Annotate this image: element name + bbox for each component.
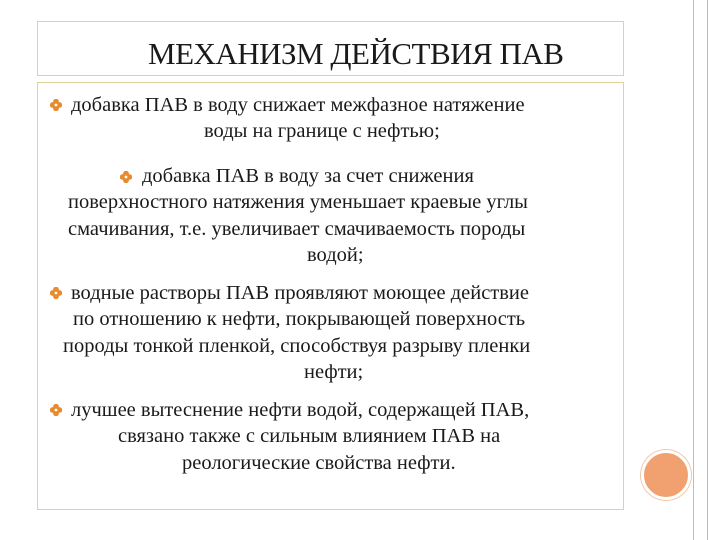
bullet-1-line-2: воды на границе с нефтью; bbox=[204, 120, 440, 142]
bullet-2-line-3: смачивания, т.е. увеличивает смачиваемость породы bbox=[68, 218, 526, 240]
clover-bullet-icon bbox=[120, 171, 132, 183]
bullet-2-line-1: добавка ПАВ в воду за счет снижения bbox=[142, 165, 474, 187]
clover-bullet-icon bbox=[50, 287, 62, 299]
bullet-3-line-4: нефти; bbox=[304, 361, 364, 383]
bullet-2-line-2: поверхностного натяжения уменьшает краевые углы bbox=[68, 191, 528, 213]
page-title: МЕХАНИЗМ ДЕЙСТВИЯ ПАВ bbox=[148, 36, 564, 71]
bullet-3-line-1: водные растворы ПАВ проявляют моющее действие bbox=[71, 282, 530, 304]
clover-bullet-icon bbox=[50, 404, 62, 416]
bullet-3-line-3: породы тонкой пленкой, способствуя разрыву пленки bbox=[63, 335, 531, 357]
bullet-4-line-2: связано также с сильным влиянием ПАВ на bbox=[118, 425, 501, 447]
clover-bullet-icon bbox=[50, 99, 62, 111]
decorative-circle bbox=[641, 450, 691, 500]
bullet-4-line-3: реологические свойства нефти. bbox=[182, 452, 456, 474]
bullet-2-line-4: водой; bbox=[307, 244, 364, 266]
bullet-4-line-1: лучшее вытеснение нефти водой, содержащей ПАВ, bbox=[71, 399, 530, 421]
bullet-1-line-1: добавка ПАВ в воду снижает межфазное натяжение bbox=[71, 94, 525, 116]
bullet-3-line-2: по отношению к нефти, покрывающей поверхность bbox=[73, 308, 526, 330]
